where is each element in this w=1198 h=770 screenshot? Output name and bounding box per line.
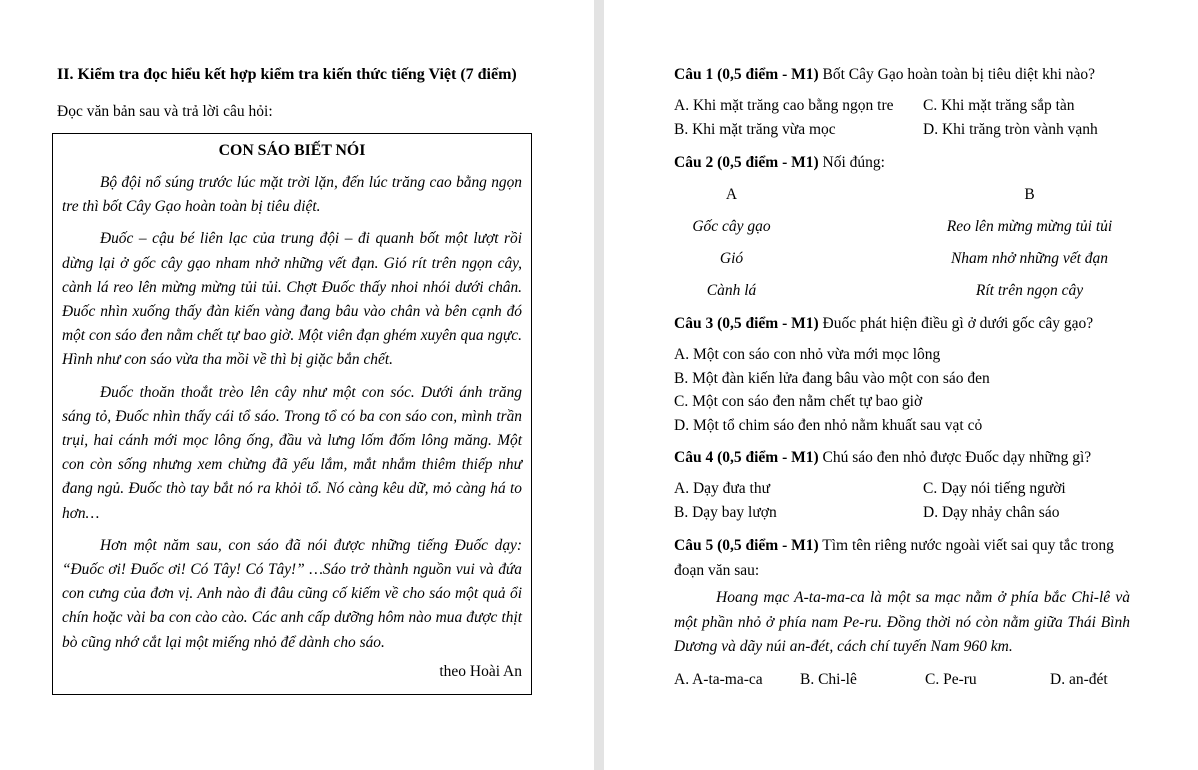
- question-2-label: Câu 2 (0,5 điểm - M1): [674, 154, 819, 171]
- story-attribution: theo Hoài An: [439, 662, 522, 680]
- match-b-1: Reo lên mừng mừng tủi tủi: [946, 218, 1113, 235]
- match-b-2: Nham nhở những vết đạn: [950, 250, 1109, 267]
- question-1-text: Bốt Cây Gạo hoàn toàn bị tiêu diệt khi nào?: [822, 66, 1096, 83]
- question-5-passage: Hoang mạc A-ta-ma-ca là một sa mạc nằm ở phía bắc Chi-lê và một phần nhỏ ở phía nam Pe-ru. Đồng thời nó còn nằm giữa Thái Bình Dương và dãy núi an-đét, cách chí tuyến Nam 960 km.: [674, 589, 1130, 655]
- option-d: D. Một tổ chim sáo đen nhỏ nằm khuất sau vạt cỏ: [674, 416, 983, 434]
- exam-page-left: [52, 62, 532, 695]
- option-a: A. A-ta-ma-ca: [674, 670, 763, 688]
- question-4: [674, 445, 1130, 525]
- option-d: D. an-đét: [1050, 670, 1108, 688]
- question-5-options: [674, 668, 1130, 692]
- match-row-2: [674, 247, 1130, 271]
- option-d: D. Dạy nhảy chân sáo: [923, 504, 1060, 522]
- question-5-label: Câu 5 (0,5 điểm - M1): [674, 537, 819, 555]
- story-paragraph-2: Đuốc – cậu bé liên lạc của trung đội – đi quanh bốt một lượt rồi dừng lại ở gốc cây gạo nham nhở những vết đạn. Gió rít trên ngọn cây, cành lá reo lên mừng mừng tủi tủi. Chợt Đuốc thấy nhoi nhói dưới chân. Đuốc nhìn xuống thấy đàn kiến vàng đang bâu vào chân và bên cạnh đó một con sáo đen nằm chết tự bao giờ. Một viên đạn ghém xuyên qua ngực. Hình như con sáo vừa tha mồi về thì bị giặc bắn chết.: [62, 230, 522, 369]
- story-paragraph-3: Đuốc thoăn thoắt trèo lên cây như một con sóc. Dưới ánh trăng sáng tỏ, Đuốc nhìn thấy cái tổ sáo. Trong tổ có ba con sáo con, mình trần trụi, hai cánh mới mọc lông ống, đầu và lưng lốm đốm lông măng. Một con còn sống nhưng xem chừng đã yếu lắm, mắt nhắm thiêm thiếp như đang ngủ. Đuốc thò tay bắt nó ra khỏi tổ. Nó càng kêu dữ, mỏ càng há to hơn…: [62, 383, 522, 522]
- option-b: B. Khi mặt trăng vừa mọc: [674, 121, 836, 138]
- match-col-b-header: B: [1024, 186, 1035, 203]
- option-c: C. Một con sáo đen nằm chết tự bao giờ: [674, 393, 923, 411]
- match-col-a-header: A: [725, 186, 738, 203]
- question-3: [674, 311, 1130, 437]
- question-4-heading: [674, 445, 1130, 470]
- question-2-heading: [674, 150, 1130, 175]
- question-3-label: Câu 3 (0,5 điểm - M1): [674, 315, 819, 332]
- option-b: B. Chi-lê: [800, 670, 857, 688]
- match-a-2: Gió: [719, 250, 744, 267]
- match-a-3: Cành lá: [706, 282, 757, 299]
- question-1: [674, 62, 1130, 142]
- question-5-text: Tìm tên riêng nước ngoài viết sai quy tắc trong đoạn văn sau:: [674, 537, 1114, 580]
- question-1-heading: [674, 62, 1130, 87]
- option-c: C. Dạy nói tiếng người: [923, 480, 1066, 498]
- page-gap-divider: [594, 0, 604, 770]
- reading-instruction: Đọc văn bản sau và trả lời câu hỏi:: [57, 103, 273, 120]
- match-header-row: [674, 183, 1130, 207]
- question-2-matching: [674, 183, 1130, 303]
- option-a: A. Khi mặt trăng cao bằng ngọn tre: [674, 97, 894, 114]
- question-1-options: [674, 94, 1130, 142]
- option-c: C. Pe-ru: [925, 670, 977, 688]
- match-a-1: Gốc cây gạo: [692, 218, 771, 235]
- option-a: A. Một con sáo con nhỏ vừa mới mọc lông: [674, 346, 941, 363]
- section-title: II. Kiểm tra đọc hiểu kết hợp kiểm tra kiến thức tiếng Việt (7 điểm): [57, 66, 517, 83]
- question-4-label: Câu 4 (0,5 điểm - M1): [674, 449, 819, 467]
- option-b: B. Một đàn kiến lửa đang bâu vào một con sáo đen: [674, 369, 990, 387]
- question-2: [674, 150, 1130, 303]
- question-5: [674, 533, 1130, 692]
- story-title: CON SÁO BIẾT NÓI: [218, 142, 366, 159]
- question-1-label: Câu 1 (0,5 điểm - M1): [674, 66, 819, 83]
- question-4-text: Chú sáo đen nhỏ được Đuốc dạy những gì?: [822, 449, 1092, 467]
- story-paragraph-4: Hơn một năm sau, con sáo đã nói được những tiếng Đuốc dạy: “Đuốc ơi! Đuốc ơi! Có Tây! Có Tây!” …Sáo trở thành nguồn vui và đứa con cưng của đơn vị. Anh nào đi đâu cũng cố kiếm về cho sáo một quả ổi chín hoặc vài ba con cào cào. Các anh cấp dưỡng hôm nào mua được thịt bò cũng nhớ cắt lại một miếng nhỏ để dành cho sáo.: [62, 536, 522, 651]
- option-b: B. Dạy bay lượn: [674, 504, 777, 522]
- exam-page-right: [674, 62, 1130, 700]
- match-b-3: Rít trên ngọn cây: [975, 282, 1084, 299]
- question-5-heading: [674, 533, 1130, 583]
- option-a: A. Dạy đưa thư: [674, 480, 771, 498]
- match-row-1: [674, 215, 1130, 239]
- option-d: D. Khi trăng tròn vành vạnh: [923, 121, 1098, 138]
- option-c: C. Khi mặt trăng sắp tàn: [923, 97, 1075, 114]
- question-3-options: [674, 343, 1130, 437]
- question-4-options: [674, 477, 1130, 525]
- question-3-heading: [674, 311, 1130, 336]
- story-paragraph-1: Bộ đội nổ súng trước lúc mặt trời lặn, đến lúc trăng cao bằng ngọn tre thì bốt Cây Gạo hoàn toàn bị tiêu diệt.: [62, 174, 522, 216]
- match-row-3: [674, 279, 1130, 303]
- question-2-text: Nối đúng:: [822, 154, 885, 171]
- question-3-text: Đuốc phát hiện điều gì ở dưới gốc cây gạo?: [822, 315, 1094, 332]
- story-box: [52, 133, 532, 695]
